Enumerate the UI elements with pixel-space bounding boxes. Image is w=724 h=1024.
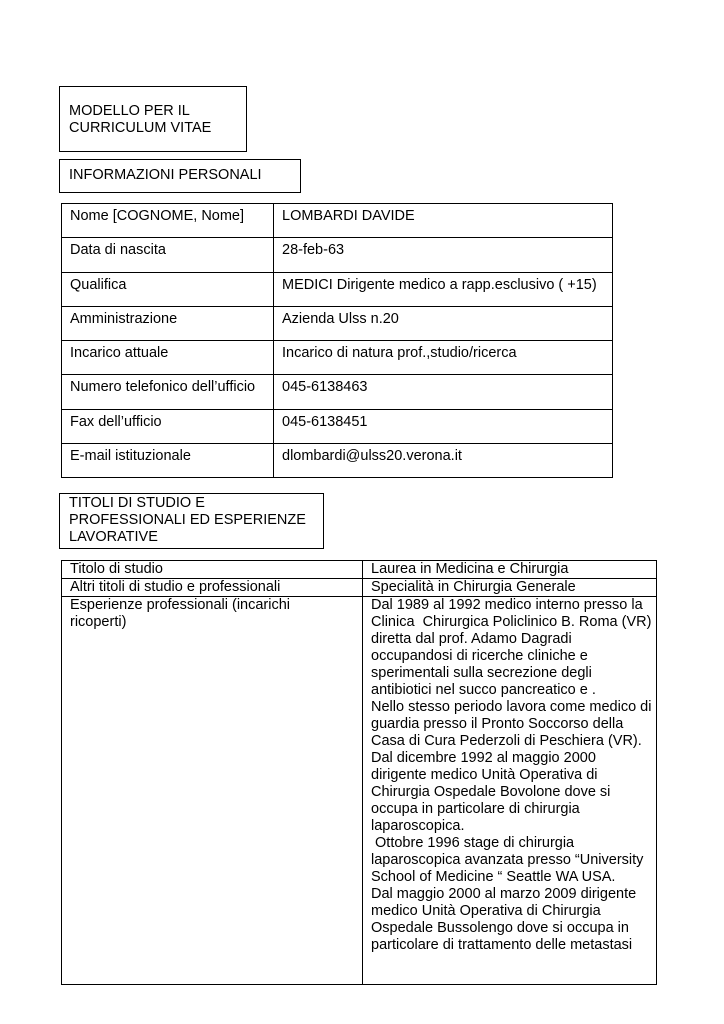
experience-line: Ottobre 1996 stage di chirurgia — [371, 835, 575, 851]
info-label: Nome [COGNOME, Nome] — [62, 204, 274, 238]
experience-line: Chirurgia Ospedale Bovolone dove si — [371, 784, 611, 800]
experience-line: diretta dal prof. Adamo Dagradi — [371, 631, 572, 647]
experience-line: laparoscopica avanzata presso “University — [371, 852, 644, 868]
experience-line: School of Medicine “ Seattle WA USA. — [371, 869, 616, 885]
experience-label-line-2: ricoperti) — [70, 614, 127, 630]
info-value: 28-feb-63 — [274, 238, 613, 272]
info-label: Data di nascita — [62, 238, 274, 272]
info-value: dlombardi@ulss20.verona.it — [274, 444, 613, 478]
experience-label-line-1: Esperienze professionali (incarichi — [70, 597, 291, 613]
experience-line: particolare di trattamento delle metastasi — [371, 937, 633, 953]
table-row — [62, 306, 613, 340]
other-titles-label: Altri titoli di studio e professionali — [62, 579, 363, 597]
info-label: Qualifica — [62, 272, 274, 306]
experience-line: Ospedale Bussolengo dove si occupa in — [371, 920, 629, 936]
info-value: MEDICI Dirigente medico a rapp.esclusivo ( +15) — [274, 272, 613, 306]
table-row — [62, 341, 613, 375]
table-row — [62, 409, 613, 443]
degree-label: Titolo di studio — [62, 561, 363, 579]
experience-line: Clinica Chirurgica Policlinico B. Roma (VR) — [371, 614, 652, 630]
table-row — [62, 375, 613, 409]
info-label: E-mail istituzionale — [62, 444, 274, 478]
experience-line: laparoscopica. — [371, 818, 465, 834]
model-title-line-2: CURRICULUM VITAE — [69, 120, 212, 136]
info-value: LOMBARDI DAVIDE — [274, 204, 613, 238]
experience-line: occupandosi di ricerche cliniche e — [371, 648, 588, 664]
table-row — [62, 444, 613, 478]
personal-info-table — [61, 203, 613, 478]
experience-line: Dal maggio 2000 al marzo 2009 dirigente — [371, 886, 637, 902]
experience-line: Dal 1989 al 1992 medico interno presso la — [371, 597, 643, 613]
table-row — [62, 204, 613, 238]
degree-value: Laurea in Medicina e Chirurgia — [363, 561, 657, 579]
titles-heading — [59, 493, 324, 549]
personal-info-heading — [59, 159, 301, 193]
personal-info-title: INFORMAZIONI PERSONALI — [69, 167, 262, 183]
info-label: Fax dell’ufficio — [62, 409, 274, 443]
table-row — [62, 597, 657, 985]
table-row — [62, 579, 657, 597]
experience-line: guardia presso il Pronto Soccorso della — [371, 716, 624, 732]
experience-label — [62, 597, 363, 985]
experience-line: sperimentali sulla secrezione degli — [371, 665, 592, 681]
table-row — [62, 272, 613, 306]
experience-value — [363, 597, 657, 985]
experience-line: occupa in particolare di chirurgia — [371, 801, 580, 817]
other-titles-value: Specialità in Chirurgia Generale — [363, 579, 657, 597]
experience-line: dirigente medico Unità Operativa di — [371, 767, 598, 783]
experience-line: antibiotici nel succo pancreatico e . — [371, 682, 596, 698]
info-label: Amministrazione — [62, 306, 274, 340]
experience-line: Dal dicembre 1992 al maggio 2000 — [371, 750, 596, 766]
table-row — [62, 238, 613, 272]
info-value: 045-6138463 — [274, 375, 613, 409]
titles-heading-line-2: PROFESSIONALI ED ESPERIENZE — [69, 512, 306, 528]
titles-heading-line-3: LAVORATIVE — [69, 529, 158, 545]
info-value: Azienda Ulss n.20 — [274, 306, 613, 340]
experience-line: medico Unità Operativa di Chirurgia — [371, 903, 601, 919]
info-value: Incarico di natura prof.,studio/ricerca — [274, 341, 613, 375]
table-row — [62, 561, 657, 579]
study-table — [61, 560, 657, 985]
experience-line: Casa di Cura Pederzoli di Peschiera (VR). — [371, 733, 642, 749]
model-title-box — [59, 86, 247, 152]
titles-heading-line-1: TITOLI DI STUDIO E — [69, 495, 205, 511]
info-value: 045-6138451 — [274, 409, 613, 443]
experience-line: Nello stesso periodo lavora come medico di — [371, 699, 652, 715]
model-title-line-1: MODELLO PER IL — [69, 103, 190, 119]
info-label: Incarico attuale — [62, 341, 274, 375]
info-label: Numero telefonico dell’ufficio — [62, 375, 274, 409]
